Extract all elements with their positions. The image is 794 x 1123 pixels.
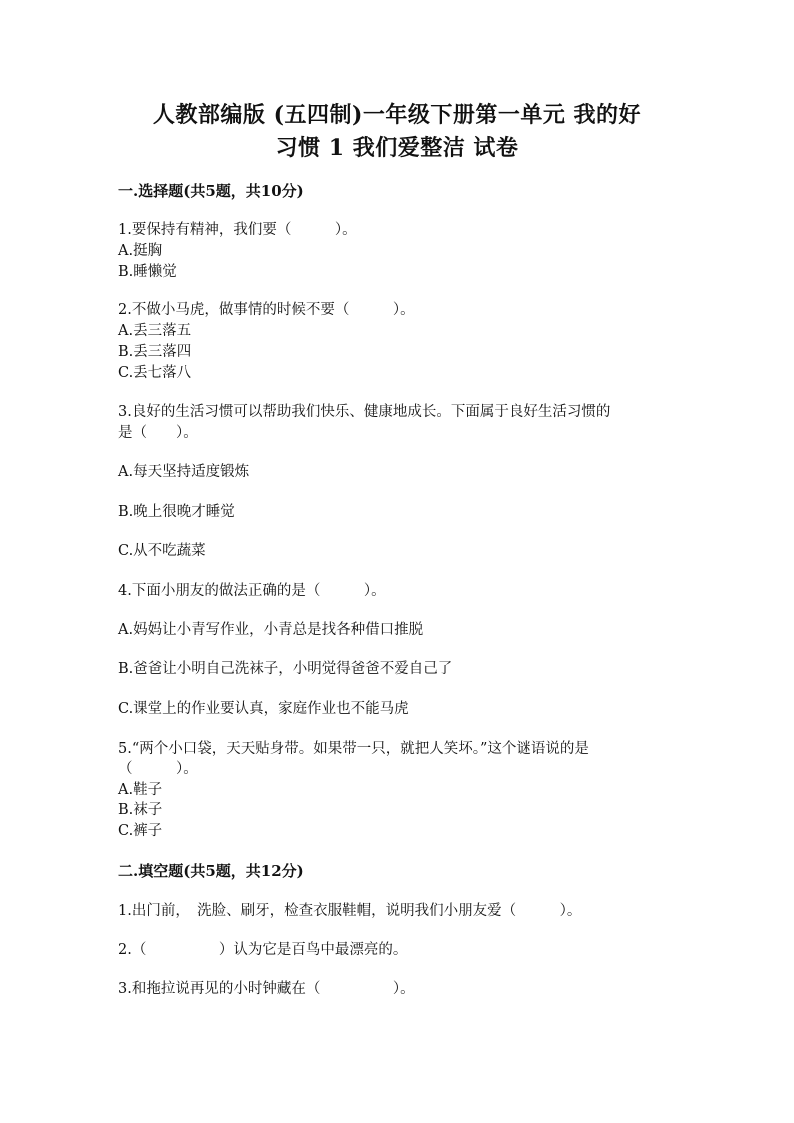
question-4-stem: 4.下面小朋友的做法正确的是（ ）。 <box>118 583 386 599</box>
fill-question-1: 1.出门前， 洗脸、刷牙，检查衣服鞋帽，说明我们小朋友爱（ ）。 <box>118 903 582 919</box>
question-3-stem-line-1: 3.良好的生活习惯可以帮助我们快乐、健康地成长。下面属于良好生活习惯的 <box>118 404 611 420</box>
question-3-option-c: C.从不吃蔬菜 <box>118 543 206 559</box>
question-3-stem-line-2: 是（ ）。 <box>118 425 198 441</box>
question-1-option-b: B.睡懒觉 <box>118 264 177 280</box>
question-2-option-b: B.丢三落四 <box>118 344 192 360</box>
question-5-option-a: A.鞋子 <box>118 782 163 798</box>
question-2-option-c: C.丢七落八 <box>118 365 192 381</box>
question-3-option-a: A.每天坚持适度锻炼 <box>118 464 250 480</box>
question-3-option-b: B.晚上很晚才睡觉 <box>118 504 235 520</box>
fill-question-3: 3.和拖拉说再见的小时钟藏在（ ）。 <box>118 981 415 997</box>
question-2-option-a: A.丢三落五 <box>118 323 192 339</box>
question-2-stem: 2.不做小马虎，做事情的时候不要（ ）。 <box>118 302 415 318</box>
section-1-heading: 一.选择题(共5题，共10分) <box>118 182 304 200</box>
question-4-option-c: C.课堂上的作业要认真，家庭作业也不能马虎 <box>118 701 409 717</box>
question-4-option-b: B.爸爸让小明自己洗袜子，小明觉得爸爸不爱自己了 <box>118 661 453 677</box>
section-2-heading: 二.填空题(共5题，共12分) <box>118 862 304 880</box>
fill-question-2: 2.（ ）认为它是百鸟中最漂亮的。 <box>118 942 408 958</box>
question-4-option-a: A.妈妈让小青写作业，小青总是找各种借口推脱 <box>118 622 424 638</box>
question-5-stem-line-2: （ ）。 <box>118 761 198 777</box>
question-1-stem: 1.要保持有精神，我们要（ ）。 <box>118 222 357 238</box>
exam-title-line-2: 习惯 1 我们爱整洁 试卷 <box>275 135 519 161</box>
exam-title-line-1: 人教部编版 (五四制)一年级下册第一单元 我的好 <box>152 102 642 128</box>
question-5-stem-line-1: 5.“两个小口袋，天天贴身带。如果带一只，就把人笑坏。”这个谜语说的是 <box>118 741 589 757</box>
question-1-option-a: A.挺胸 <box>118 243 163 259</box>
question-5-option-b: B.袜子 <box>118 802 163 818</box>
question-5-option-c: C.裤子 <box>118 823 163 839</box>
